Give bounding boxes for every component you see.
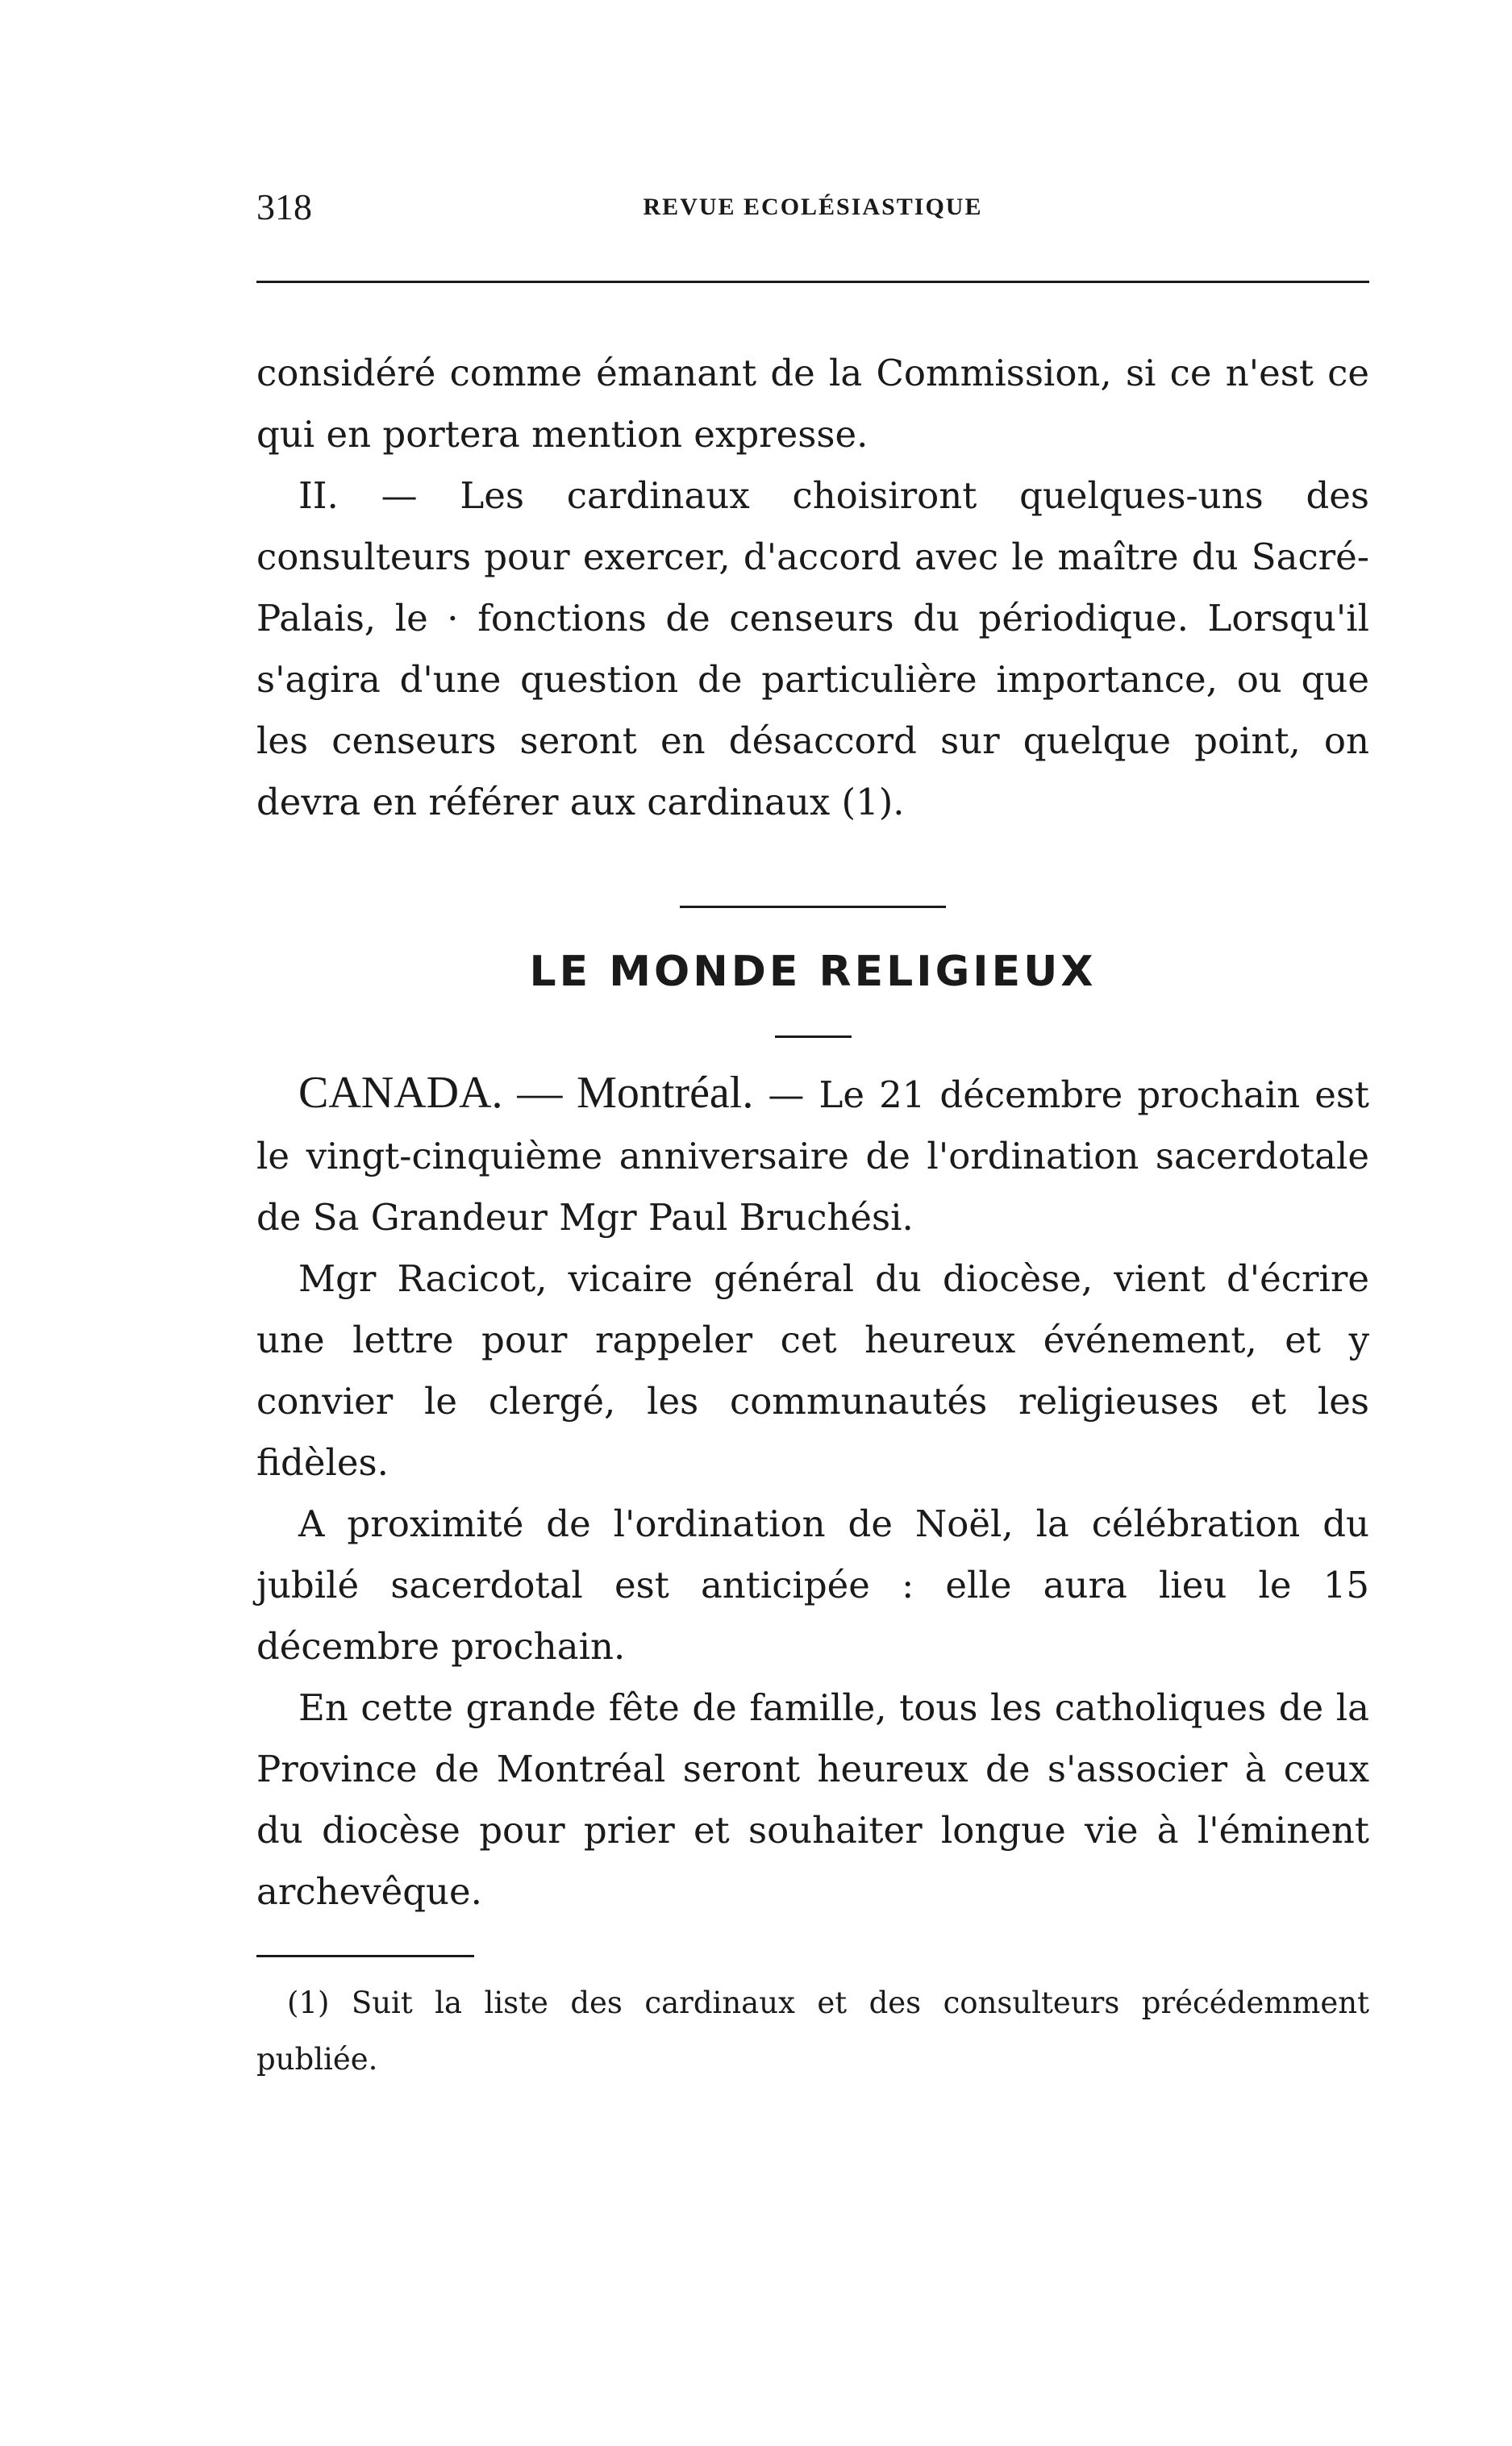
paragraph-canada-montreal bbox=[256, 1062, 1369, 1248]
footnote-rule bbox=[256, 1955, 474, 1957]
section-subdivider bbox=[775, 1035, 852, 1038]
paragraph-fete: En cette grande fête de famille, tous les catholiques de la Province de Montréal seront heureux de s'associer à ceux du diocèse pour prier et souhaiter longue vie à l'éminent archevêque. bbox=[256, 1686, 1369, 1913]
header-rule bbox=[256, 281, 1369, 283]
running-head bbox=[256, 185, 1369, 250]
paragraph-racicot: Mgr Racicot, vicaire général du diocèse, vient d'écrire une lettre pour rappeler cet heureux événement, et y convier le clergé, les communautés religieuses et les fidèles. bbox=[256, 1257, 1369, 1484]
section-divider bbox=[680, 906, 946, 908]
footnote: (1) Suit la liste des cardinaux et des consulteurs précédemment publiée. bbox=[256, 1986, 1369, 2077]
paragraph-article-ii: II. — Les cardinaux choisiront quelques-uns des consulteurs pour exercer, d'accord avec le maître du Sacré-Palais, le · fonctions de censeurs du périodique. Lorsqu'il s'agira d'une question de particulière importance, ou que les censeurs seront en désaccord sur quelque point, on devra en référer aux cardinaux (1). bbox=[256, 474, 1369, 823]
page-number: 318 bbox=[256, 186, 312, 227]
page bbox=[256, 185, 1370, 2077]
running-title: REVUE ECOLÉSIASTIQUE bbox=[643, 194, 983, 220]
paragraph-text: — Le 21 décembre prochain est le vingt-cinquième anniversaire de l'ordination sacerdotale de Sa Grandeur Mgr Paul Bruchési. bbox=[256, 1073, 1370, 1239]
paragraph-proximite: A proximité de l'ordination de Noël, la célébration du jubilé sacerdotal est anticipée : elle aura lieu le 15 décembre prochain. bbox=[256, 1502, 1369, 1668]
section-title: LE MONDE RELIGIEUX bbox=[529, 948, 1097, 996]
place-heading: CANADA. — Montréal. bbox=[298, 1068, 754, 1118]
body-text bbox=[256, 343, 1369, 2088]
paragraph-continuation: considéré comme émanant de la Commission, si ce n'est ce qui en portera mention expresse. bbox=[256, 352, 1369, 456]
